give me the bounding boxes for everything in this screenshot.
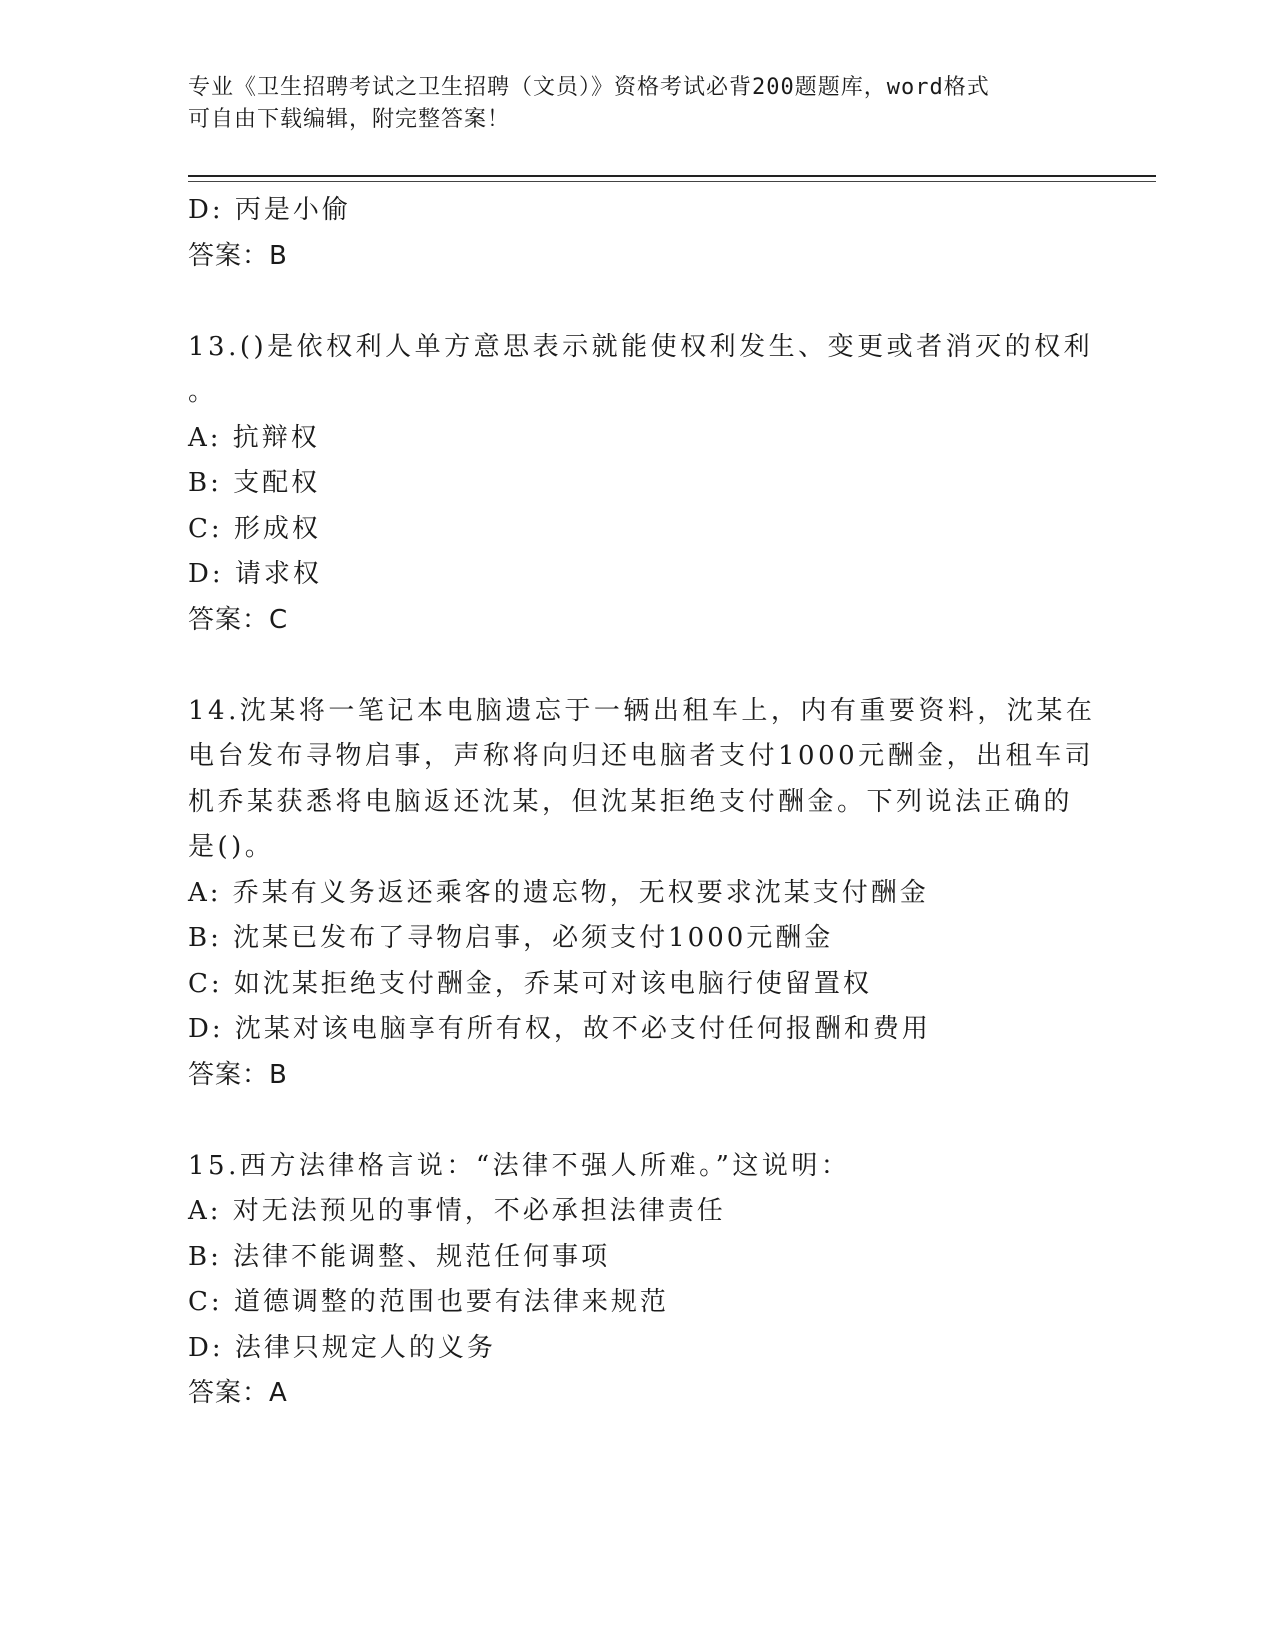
answer-line: 答案：A [188, 1378, 288, 1408]
question-13 [188, 325, 1094, 644]
page-header [188, 72, 1088, 136]
option-a: A: 对无法预见的事情，不必承担法律责任 [188, 1196, 726, 1226]
question-14 [188, 689, 1096, 1099]
spacer [188, 643, 1088, 689]
question-stem-line: 15.西方法律格言说：“法律不强人所难。”这说明： [188, 1150, 851, 1181]
option-d: D: 法律只规定人的义务 [188, 1332, 496, 1363]
header-title-line-2: 可自由下载编辑，附完整答案！ [188, 107, 511, 132]
question-12-tail [188, 188, 1088, 279]
option-d: D: 丙是小偷 [188, 195, 351, 225]
answer-line: 答案：C [188, 604, 289, 635]
spacer [188, 1098, 1088, 1144]
header-divider-thin [188, 181, 1156, 182]
question-stem-line: 14.沈某将一笔记本电脑遗忘于一辆出租车上，内有重要资料，沈某在 [188, 695, 1096, 726]
question-stem-line: 13.()是依权利人单方意思表示就能使权利发生、变更或者消灭的权利 [188, 331, 1094, 362]
question-stem-line: 机乔某获悉将电脑返还沈某，但沈某拒绝支付酬金。下列说法正确的 [188, 786, 1074, 817]
option-a: A: 抗辩权 [188, 422, 320, 453]
option-d: D: 沈某对该电脑享有所有权，故不必支付任何报酬和费用 [188, 1014, 931, 1044]
option-b: B: 法律不能调整、规范任何事项 [188, 1241, 611, 1272]
option-c: C: 如沈某拒绝支付酬金，乔某可对该电脑行使留置权 [188, 968, 872, 999]
answer-line: 答案：B [188, 240, 288, 271]
question-stem-line: 是()。 [188, 832, 275, 862]
option-d: D: 请求权 [188, 559, 322, 589]
option-c: C: 道德调整的范围也要有法律来规范 [188, 1287, 669, 1317]
header-divider-thick [188, 175, 1156, 177]
option-c: C: 形成权 [188, 513, 321, 544]
option-b: B: 支配权 [188, 468, 321, 498]
question-stem-line: 。 [188, 377, 218, 407]
spacer [188, 279, 1088, 325]
answer-line: 答案：B [188, 1059, 288, 1090]
question-stem-line: 电台发布寻物启事，声称将向归还电脑者支付1000元酬金，出租车司 [188, 741, 1095, 771]
header-title-line-1: 专业《卫生招聘考试之卫生招聘（文员）》资格考试必背200题题库，word格式 [188, 75, 990, 100]
question-15 [188, 1144, 1088, 1417]
option-a: A: 乔某有义务返还乘客的遗忘物，无权要求沈某支付酬金 [188, 877, 929, 908]
option-b: B: 沈某已发布了寻物启事，必须支付1000元酬金 [188, 923, 834, 953]
question-content [188, 188, 1096, 1417]
